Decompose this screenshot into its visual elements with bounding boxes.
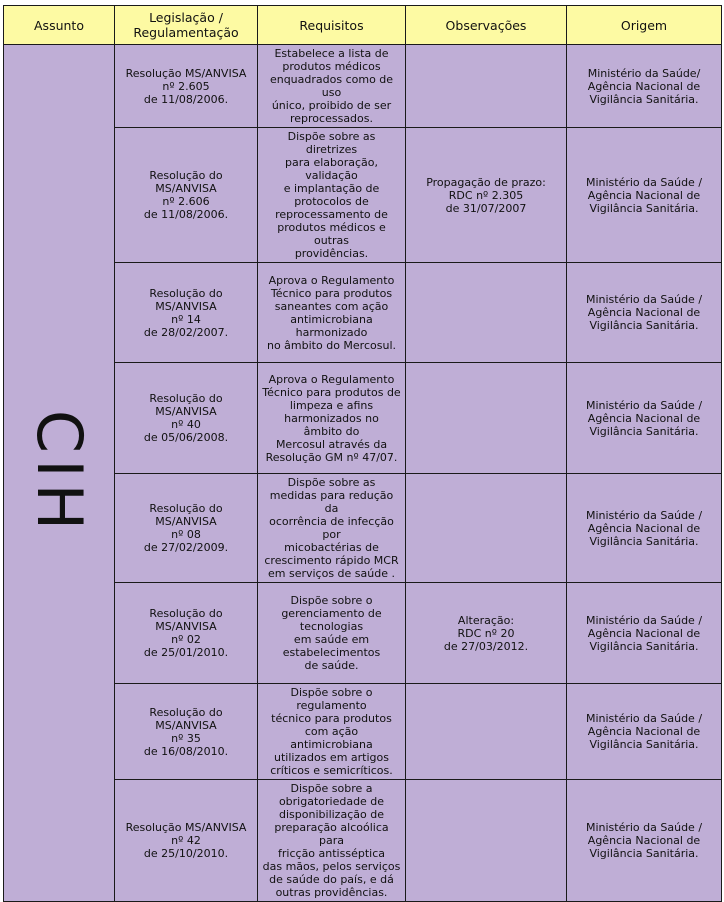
cell-origem: Ministério da Saúde / Agência Nacional de Vigilância Sanitária. — [567, 363, 722, 474]
cell-observacoes — [406, 474, 567, 583]
cell-origem: Ministério da Saúde / Agência Nacional de Vigilância Sanitária. — [567, 474, 722, 583]
table-row — [4, 45, 722, 128]
cell-origem: Ministério da Saúde / Agência Nacional de Vigilância Sanitária. — [567, 128, 722, 263]
cell-requisitos: Estabelece a lista de produtos médicos enquadrados como de uso único, proibido de ser reprocessados. — [258, 45, 406, 128]
cell-legislacao: Resolução MS/ANVISA nº 42 de 25/10/2010. — [115, 780, 258, 902]
cell-observacoes — [406, 780, 567, 902]
cell-legislacao: Resolução MS/ANVISA nº 2.605 de 11/08/2006. — [115, 45, 258, 128]
cell-requisitos: Dispõe sobre o gerenciamento de tecnologias em saúde em estabelecimentos de saúde. — [258, 583, 406, 684]
header-origem: Origem — [567, 6, 722, 45]
legislation-table — [3, 5, 722, 902]
cell-requisitos: Aprova o Regulamento Técnico para produtos saneantes com ação antimicrobiana harmonizado no âmbito do Mercosul. — [258, 263, 406, 363]
subject-cell — [4, 45, 115, 902]
cell-origem: Ministério da Saúde/ Agência Nacional de Vigilância Sanitária. — [567, 45, 722, 128]
cell-observacoes — [406, 263, 567, 363]
cell-origem: Ministério da Saúde / Agência Nacional de Vigilância Sanitária. — [567, 780, 722, 902]
cell-requisitos: Dispõe sobre as diretrizes para elaboração, validação e implantação de protocolos de reprocessamento de produtos médicos e outras providências. — [258, 128, 406, 263]
cell-legislacao: Resolução do MS/ANVISA nº 02 de 25/01/2010. — [115, 583, 258, 684]
header-row — [4, 6, 722, 45]
cell-observacoes — [406, 45, 567, 128]
cell-legislacao: Resolução do MS/ANVISA nº 08 de 27/02/2009. — [115, 474, 258, 583]
cell-observacoes — [406, 684, 567, 780]
cell-origem: Ministério da Saúde / Agência Nacional de Vigilância Sanitária. — [567, 583, 722, 684]
cell-requisitos: Dispõe sobre a obrigatoriedade de disponibilização de preparação alcoólica para fricção antisséptica das mãos, pelos serviços de saúde do país, e dá outras providências. — [258, 780, 406, 902]
cell-requisitos: Dispõe sobre o regulamento técnico para produtos com ação antimicrobiana utilizados em artigos críticos e semicríticos. — [258, 684, 406, 780]
cell-legislacao: Resolução do MS/ANVISA nº 40 de 05/06/2008. — [115, 363, 258, 474]
cell-origem: Ministério da Saúde / Agência Nacional de Vigilância Sanitária. — [567, 263, 722, 363]
header-assunto: Assunto — [4, 6, 115, 45]
subject-label: CIH — [23, 409, 96, 537]
cell-origem: Ministério da Saúde / Agência Nacional de Vigilância Sanitária. — [567, 684, 722, 780]
cell-legislacao: Resolução do MS/ANVISA nº 2.606 de 11/08/2006. — [115, 128, 258, 263]
cell-observacoes: Propagação de prazo: RDC nº 2.305 de 31/07/2007 — [406, 128, 567, 263]
header-legislacao: Legislação / Regulamentação — [115, 6, 258, 45]
cell-legislacao: Resolução do MS/ANVISA nº 14 de 28/02/2007. — [115, 263, 258, 363]
cell-observacoes — [406, 363, 567, 474]
cell-observacoes: Alteração: RDC nº 20 de 27/03/2012. — [406, 583, 567, 684]
cell-legislacao: Resolução do MS/ANVISA nº 35 de 16/08/2010. — [115, 684, 258, 780]
header-observacoes: Observações — [406, 6, 567, 45]
cell-requisitos: Aprova o Regulamento Técnico para produtos de limpeza e afins harmonizados no âmbito do Mercosul através da Resolução GM nº 47/07. — [258, 363, 406, 474]
cell-requisitos: Dispõe sobre as medidas para redução da ocorrência de infecção por micobactérias de crescimento rápido MCR em serviços de saúde . — [258, 474, 406, 583]
header-requisitos: Requisitos — [258, 6, 406, 45]
